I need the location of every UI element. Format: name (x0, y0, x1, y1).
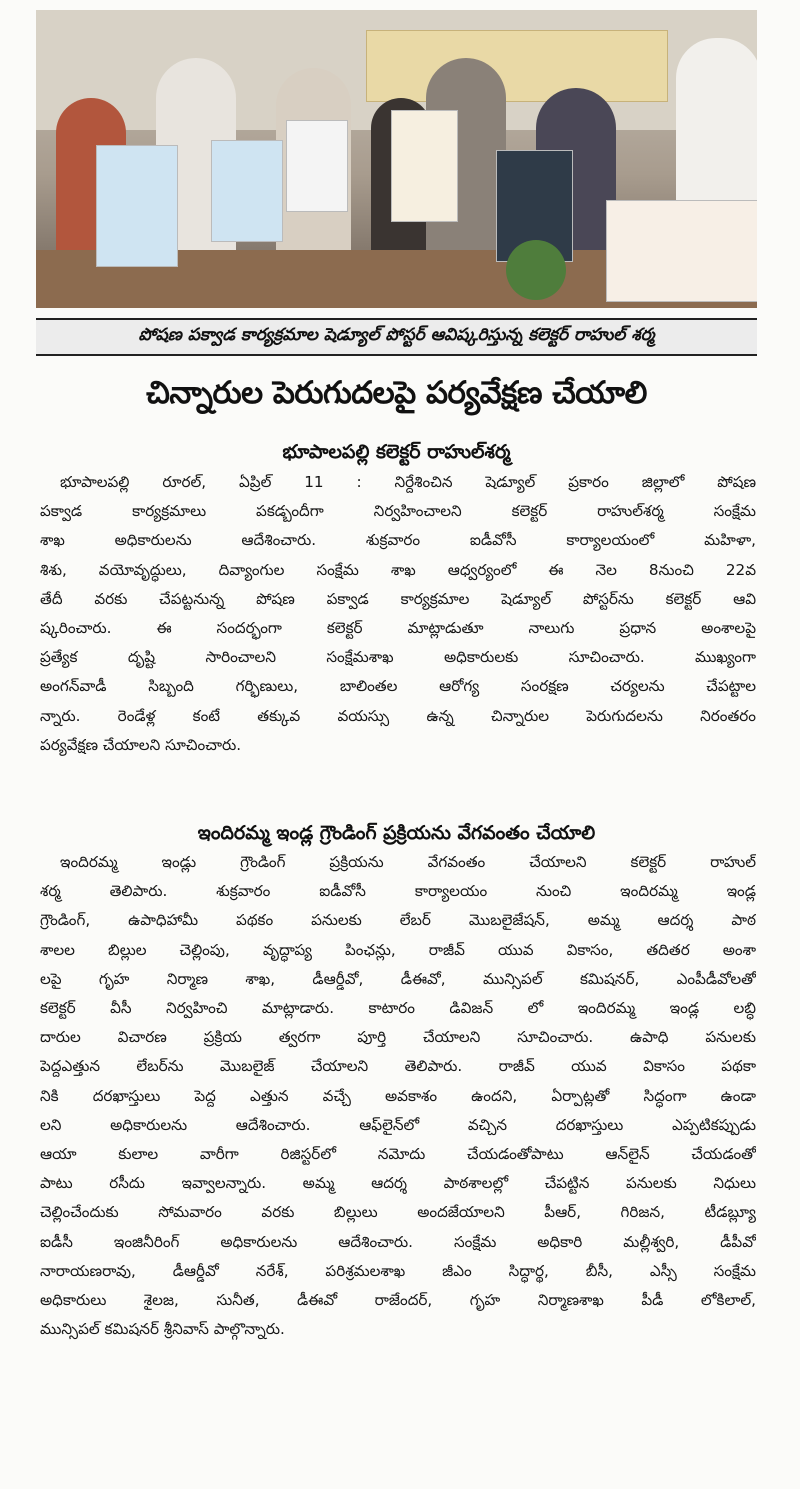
body-line: శర్మ తెలిపారు. శుక్రవారం ఐడీవోసీ కార్యాలయం నుంచి ఇందిరమ్మ ఇండ్ల (40, 882, 756, 901)
body-line: తేదీ వరకు చేపట్టనున్న పోషణ పక్వాడ కార్యక్రమాల షెడ్యూల్ పోస్టర్‌ను కలెక్టర్ ఆవి (40, 589, 756, 608)
body-line: శాలల బిల్లుల చెల్లింపు, వృద్ధాప్య పింఛన్లు, రాజీవ్ యువ వికాసం, తదితర అంశా (40, 940, 756, 959)
body-line: న్నారు. రెండేళ్ల కంటే తక్కువ వయస్సు ఉన్న చిన్నారుల పెరుగుదలను నిరంతరం (40, 706, 756, 725)
body-line: చెల్లించేందుకు సోమవారం వరకు బిల్లులు అందజేయాలని పీఆర్, గిరిజన, టీడబ్ల్యూ (40, 1203, 756, 1222)
article-byline: భూపాలపల్లి కలెక్టర్ రాహుల్‌శర్మ (282, 441, 511, 463)
body-line: ఐడీసీ ఇంజినీరింగ్ అధికారులను ఆదేశించారు. సంక్షేమ అధికారి మల్లీశ్వరి, డీపీవో (40, 1232, 756, 1251)
photo-plant (506, 240, 566, 300)
body-line: మున్సిపల్ కమిషనర్ శ్రీనివాస్ పాల్గొన్నారు. (40, 1320, 285, 1339)
body-line: భూపాలపల్లి రూరల్, ఏప్రిల్ 11 : నిర్దేశించిన షెడ్యూల్ ప్రకారం జిల్లాలో పోషణ (60, 473, 756, 491)
body-line: ఆయా కులాల వారీగా రిజిస్టర్‌లో నమోదు చేయడంతోపాటు ఆన్‌లైన్ చేయడంతో (40, 1145, 756, 1164)
press-meet-photo (36, 10, 757, 308)
article-subheading: ఇందిరమ్మ ఇండ్ల గ్రౌండింగ్ ప్రక్రియను వేగవంతం చేయాలి (197, 822, 596, 844)
body-line: లపై గృహ నిర్మాణ శాఖ, డీఆర్డీవో, డీఈవో, మున్సిపల్ కమిషనర్, ఎంపీడీవోలతో (40, 969, 756, 988)
body-line: లని అధికారులను ఆదేశించారు. ఆఫ్‌లైన్‌లో వచ్చిన దరఖాస్తులు ఎప్పటికప్పుడు (40, 1115, 756, 1134)
body-line: అధికారులు శైలజ, సునీత, డీఈవో రాజేందర్, గృహ నిర్మాణశాఖ పీడీ లోకిలాల్, (40, 1291, 756, 1310)
photo-poster (391, 110, 458, 222)
body-line: ప్రత్యేక దృష్టి సారించాలని సంక్షేమశాఖ అధికారులకు సూచించారు. ముఖ్యంగా (40, 648, 756, 667)
photo-caption: పోషణ పక్వాడ కార్యక్రమాల షెడ్యూల్ పోస్టర్ ఆవిష్కరిస్తున్న కలెక్టర్ రాహుల్ శర్మ (36, 318, 757, 356)
article-body-section-1 (40, 468, 756, 760)
body-line: అంగన్‌వాడీ సిబ్బంది గర్భిణులు, బాలింతల ఆరోగ్య సంరక్షణ చర్యలను చేపట్టాల (40, 677, 756, 696)
photo-poster (211, 140, 283, 242)
body-line: శాఖ అధికారులను ఆదేశించారు. శుక్రవారం ఐడీవోసీ కార్యాలయంలో మహిళా, (40, 531, 756, 550)
body-line: గ్రౌండింగ్, ఉపాధిహామీ పథకం పనులకు లేబర్ మొబలైజేషన్, అమ్మ ఆదర్శ పాఠ (40, 911, 756, 930)
body-line: ష్కరించారు. ఈ సందర్భంగా కలెక్టర్ మాట్లాడుతూ నాలుగు ప్రధాన అంశాలపై (40, 619, 756, 638)
body-line: పక్వాడ కార్యక్రమాలు పకడ్బందీగా నిర్వహించాలని కలెక్టర్ రాహుల్‌శర్మ సంక్షేమ (40, 502, 756, 521)
body-line: నికి దరఖాస్తులు పెద్ద ఎత్తున వచ్చే అవకాశం ఉందని, ఏర్పాట్లతో సిద్ధంగా ఉండా (40, 1086, 756, 1105)
photo-poster (606, 200, 757, 302)
photo-banner (366, 30, 668, 102)
body-line: శిశు, వయోవృద్ధులు, దివ్యాంగుల సంక్షేమ శాఖ ఆధ్వర్యంలో ఈ నెల 8నుంచి 22వ (40, 560, 756, 579)
photo-poster (286, 120, 348, 212)
article-headline: చిన్నారుల పెరుగుదలపై పర్యవేక్షణ చేయాలి (146, 375, 647, 411)
body-line: ఇందిరమ్మ ఇండ్లు గ్రౌండింగ్ ప్రక్రియను వేగవంతం చేయాలని కలెక్టర్ రాహుల్ (60, 853, 756, 871)
body-line: నారాయణరావు, డీఆర్డీవో నరేశ్, పరిశ్రమలశాఖ జీఎం సిద్ధార్థ, బీసీ, ఎస్సీ సంక్షేమ (40, 1261, 756, 1280)
photo-poster (96, 145, 178, 267)
body-line: పాటు రసీదు ఇవ్వాలన్నారు. అమ్మ ఆదర్శ పాఠశాలల్లో చేపట్టిన పనులకు నిధులు (40, 1174, 756, 1193)
body-line: కలెక్టర్ వీసీ నిర్వహించి మాట్లాడారు. కాటారం డివిజన్ లో ఇందిరమ్మ ఇండ్ల లబ్ధి (40, 999, 756, 1018)
body-line: దారుల విచారణ ప్రక్రియ త్వరగా పూర్తి చేయాలని సూచించారు. ఉపాధి పనులకు (40, 1028, 756, 1047)
body-line: పర్యవేక్షణ చేయాలని సూచించారు. (40, 735, 242, 754)
body-line: పెద్దఎత్తున లేబర్‌ను మొబలైజ్ చేయాలని తెలిపారు. రాజీవ్ యువ వికాసం పథకా (40, 1057, 756, 1076)
article-body-section-2 (40, 848, 756, 1344)
